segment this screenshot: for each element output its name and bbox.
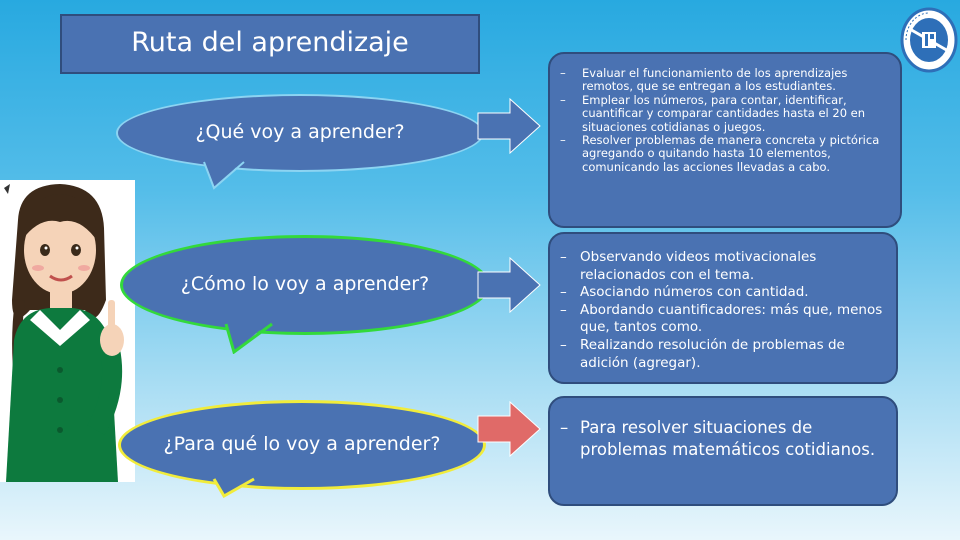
how-panel: [548, 232, 898, 384]
question-how-bubble: [120, 235, 490, 335]
list-item: – Realizando resolución de problemas de adición (agregar).: [550, 337, 884, 372]
why-list: [550, 398, 896, 461]
page-title: Ruta del aprendizaje: [60, 14, 480, 74]
question-what-bubble: [116, 94, 484, 172]
what-panel: [548, 52, 902, 228]
list-item: – Resolver problemas de manera concreta y pictórica agregando o quitando hasta 10 elementos, comunicando las acciones llevadas a cabo.: [550, 134, 892, 174]
arrow-right-icon: [476, 400, 542, 458]
question-why-bubble: [118, 400, 486, 490]
how-list: [550, 234, 896, 372]
list-item: – Observando videos motivacionales relacionados con el tema.: [550, 249, 884, 284]
question-what-text: ¿Qué voy a aprender?: [195, 121, 405, 144]
bubble-why-tail: [210, 476, 260, 498]
list-item: – Evaluar el funcionamiento de los aprendizajes remotos, que se entregan a los estudiantes.: [550, 67, 892, 94]
school-logo-emblem: [900, 6, 958, 74]
arrow-right-icon: [476, 256, 542, 314]
list-item: – Abordando cuantificadores: más que, menos que, tantos como.: [550, 302, 884, 337]
bubble-what-tail: [200, 160, 250, 190]
what-list: [550, 54, 900, 174]
bubble-how-tail: [222, 320, 278, 354]
question-how-text: ¿Cómo lo voy a aprender?: [180, 273, 430, 296]
arrow-right-icon: [476, 97, 542, 155]
list-item: – Emplear los números, para contar, identificar, cuantificar y comparar cantidades hasta el 20 en situaciones cotidianas o juegos.: [550, 94, 892, 134]
why-panel: [548, 396, 898, 506]
girl-illustration: [0, 180, 135, 482]
question-why-text: ¿Para qué lo voy a aprender?: [163, 433, 441, 456]
list-item: – Para resolver situaciones de problemas matemáticos cotidianos.: [550, 417, 884, 461]
list-item: – Asociando números con cantidad.: [550, 284, 884, 302]
